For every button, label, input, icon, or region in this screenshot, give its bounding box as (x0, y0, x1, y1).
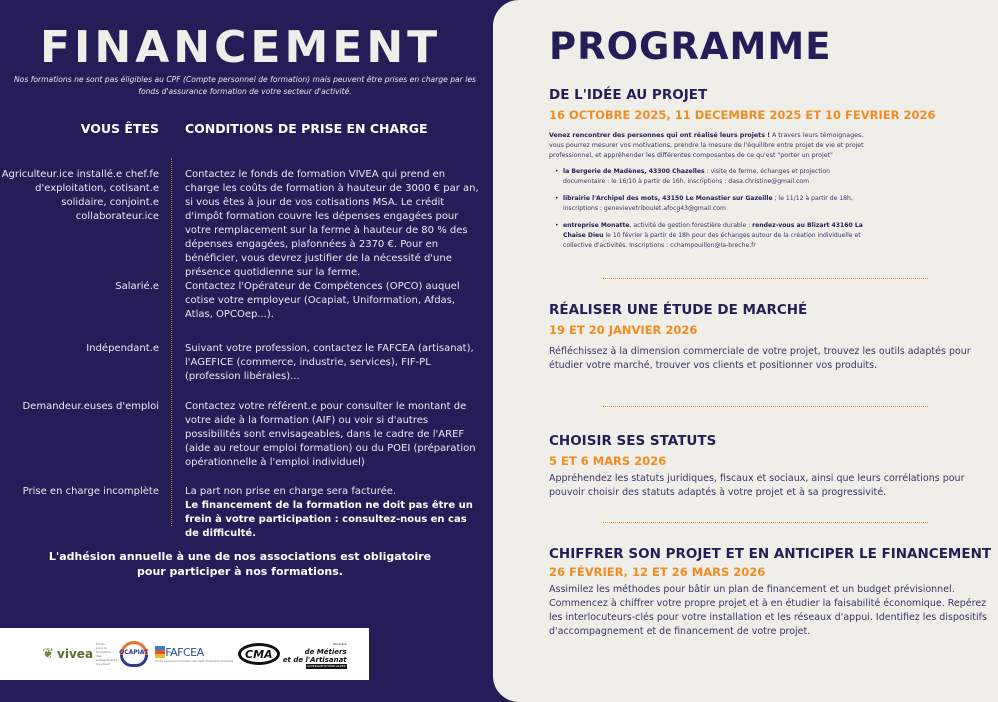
cpf-note: Nos formations ne sont pas éligibles au CPF (Compte personnel de formation) mais peuvent être prises en charge par les fonds d'assurance formation de votre secteur d'activité. (14, 75, 476, 96)
funding-conditions: Suivant votre profession, contactez le FAFCEA (artisanat), l'AGEFICE (commerce, industrie, services), FIF-PL (profession libérales)... (185, 343, 474, 382)
section-date: 5 ET 6 MARS 2026 (549, 454, 667, 468)
section-separator (603, 522, 928, 523)
section-description: Réfléchissez à la dimension commerciale de votre projet, trouvez les outils adaptés pour étudier votre marché, trouver vos clients et positionner vos produits. (549, 346, 971, 371)
vivea-logo-name: vivea (57, 647, 94, 661)
intro-text: A travers leurs témoignages, vous pourrez mesurer vos motivations, prendre la mesure de l'équilibre entre projet de vie et projet professionnel, et appréhender les différentes composantes de ce qu'est "porter un projet" (549, 132, 864, 159)
fafcea-logo-row (155, 646, 203, 659)
section-date: 19 ET 20 JANVIER 2026 (549, 323, 698, 337)
intro-bold: Venez rencontrer des personnes qui ont réalisé leurs projets ! (549, 132, 770, 139)
cma-region: AUVERGNE-RHÔNE-ALPES (306, 663, 346, 668)
cma-logo (238, 640, 347, 669)
section-separator (603, 278, 928, 279)
cma-line1: Chambre (332, 641, 347, 646)
funding-who: Agriculteur.ice installé.e chef.fe d'exploitation, cotisant.e solidaire, conjoint.e collaborateur.ice (1, 169, 159, 222)
vivea-logo (42, 642, 118, 666)
fafcea-flag-icon (155, 646, 165, 658)
programme-section (549, 546, 994, 639)
section-date: 16 OCTOBRE 2025, 11 DECEMBRE 2025 ET 10 FEVRIER 2026 (549, 108, 936, 122)
vivea-logo-tagline: Fonds pour la formation des entrepreneurs du vivant (96, 642, 118, 666)
event-item (555, 194, 869, 214)
section-title: CHOISIR SES STATUTS (549, 433, 717, 449)
financement-panel (0, 0, 493, 702)
section-title: DE L'IDÉE AU PROJET (549, 87, 708, 103)
fafcea-logo (155, 646, 233, 663)
programme-section (549, 433, 989, 500)
cma-logo-side (283, 640, 347, 669)
event-details: , activité de gestion forestière durable : (629, 222, 753, 229)
cma-line2: de Métiers (304, 647, 347, 656)
cma-logo-name: CMA (238, 643, 280, 665)
funding-conditions-bold: Le financement de la formation ne doit pas être un frein à votre participation : consultez-nous en cas de difficulté. (185, 500, 473, 539)
ocapiat-logo-name: OCAPIAT (119, 649, 149, 656)
event-item (555, 167, 869, 187)
funding-who: Demandeur.euses d'emploi (22, 401, 159, 412)
fafcea-logo-tagline: Fonds d'assurance formation des chefs d'entreprise artisanale (155, 659, 234, 663)
event-place: librairie l'Archipel des mots, 43150 Le Monastier sur Gazeille (563, 195, 773, 202)
funding-conditions: Contactez votre référent.e pour consulter le montant de votre aide à la formation (AIF) ou voir si d'autres possibilités sont envisageables, dans le cadre de l'AREF (aide au retour emploi formation) ou du POEI (préparation opérationnelle à l'emploi individuel) (185, 401, 476, 468)
financement-title: FINANCEMENT (40, 22, 442, 73)
cma-line3: et de l'Artisanat (282, 655, 347, 664)
section-title: RÉALISER UNE ÉTUDE DE MARCHÉ (549, 302, 808, 318)
funding-who: Prise en charge incomplète (22, 486, 159, 497)
event-details: : visite de ferme, échanges et projection documentaire : le 16/10 à partir de 16h, inscriptions : dasa.christine@gmail.com (563, 168, 831, 185)
funding-conditions: La part non prise en charge sera facturée. (185, 486, 397, 497)
programme-title: PROGRAMME (549, 25, 832, 68)
section-date: 26 FÉVRIER, 12 ET 26 MARS 2026 (549, 565, 766, 579)
section-separator (603, 406, 928, 407)
fafcea-logo-name: FAFCEA (165, 645, 204, 659)
event-details: ; le 11/12 à partir de 18h, inscriptions : genevievetriboulet.afocg43@gmail.com (563, 195, 853, 212)
funding-conditions: Contactez le fonds de formation VIVEA qui prend en charge les coûts de formation à hauteur de 3000 € par an, si vous êtes à jour de vos cotisations MSA. Le crédit d'impôt formation couvre les dépenses engagées pour votre remplacement sur la ferme à hauteur de 80 % des dépenses engagées, plafonnées à 2370 €. Pour en bénéficier, vous devrez justifier de la nécessité d'une présence quotidienne sur la ferme. (185, 169, 479, 278)
leaf-icon: ❦ (42, 646, 55, 662)
event-details-2: le 10 février à partir de 18h pour des échanges autour de la création individuelle et collective d'activités. Inscriptions : cchampouillon@la-breche.fr (563, 232, 861, 249)
section-title: CHIFFRER SON PROJET ET EN ANTICIPER LE FINANCEMENT (549, 546, 992, 562)
column-header-who: VOUS ÊTES (80, 121, 159, 136)
adhesion-note: L'adhésion annuelle à une de nos associations est obligatoire pour participer à nos formations. (48, 550, 432, 578)
programme-section (549, 302, 989, 373)
partner-logos (0, 628, 369, 680)
column-header-conditions: CONDITIONS DE PRISE EN CHARGE (185, 121, 428, 136)
event-venue: rendez-vous au Blizart 43160 La Chaise Dieu (563, 222, 863, 239)
section-description: Appréhendez les statuts juridiques, fiscaux et sociaux, ainsi que leurs corrélations pour pouvoir choisir des statuts adaptés à votre projet et à sa progressivité. (549, 473, 965, 498)
column-divider (171, 158, 172, 526)
section-intro (549, 131, 879, 161)
programme-panel (493, 0, 998, 702)
event-item (555, 221, 869, 251)
ocapiat-logo (117, 639, 151, 669)
event-place: entreprise Monatte (563, 222, 630, 229)
event-list (549, 167, 869, 251)
funding-who: Salarié.e (115, 281, 159, 292)
ocapiat-arc-bottom (120, 655, 148, 667)
funding-conditions-wrap (185, 485, 481, 541)
programme-section (549, 87, 989, 258)
funding-who: Indépendant.e (86, 343, 159, 354)
funding-conditions: Contactez l'Opérateur de Compétences (OPCO) auquel cotise votre employeur (Ocapiat, Uniformation, Afdas, Atlas, OPCOep...). (185, 281, 460, 320)
event-place: la Bergerie de Madènes, 43300 Chazelles (563, 168, 705, 175)
section-description: Assimilez les méthodes pour bâtir un plan de financement et un budget prévisionnel. Commencez à chiffrer votre propre projet et à en étudier la faisabilité économique. Repérez les interlocuteurs-clés pour votre installation et les réseaux d'appui. Identifiez les dispositifs d'accompagnement et de financement de votre projet. (549, 584, 987, 637)
